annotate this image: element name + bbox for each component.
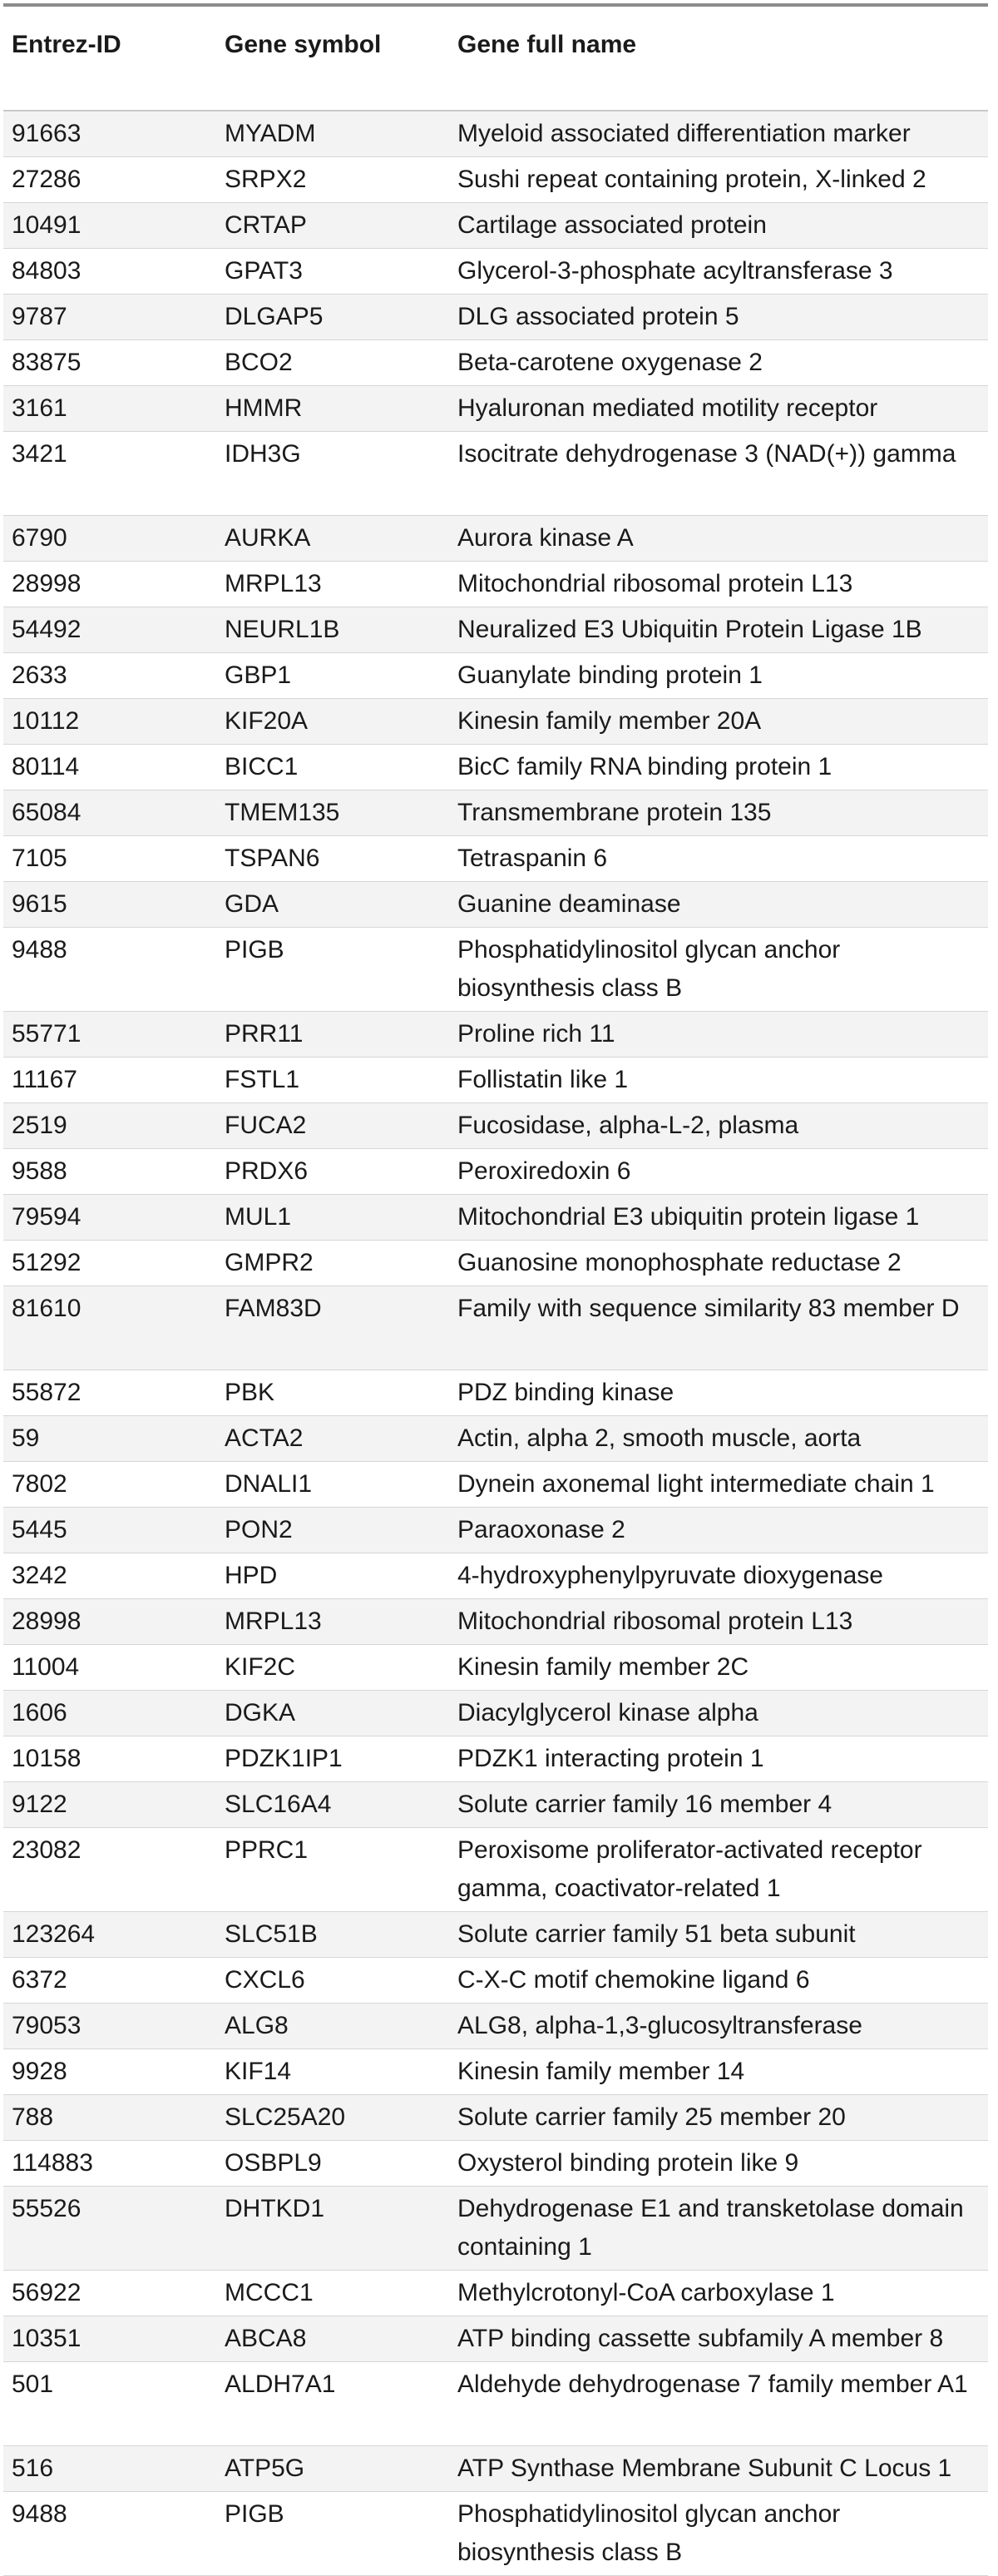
cell-gene-symbol: GBP1 xyxy=(225,661,292,689)
cell-gene-full-name: Methylcrotonyl-CoA carboxylase 1 xyxy=(457,2279,835,2306)
cell-entrez-id: 10491 xyxy=(12,211,82,239)
cell-gene-symbol: ALG8 xyxy=(225,2012,289,2039)
cell-gene-symbol: MUL1 xyxy=(225,1203,292,1231)
table-row xyxy=(3,2141,988,2187)
table-row xyxy=(3,111,988,157)
table-row xyxy=(3,2187,988,2271)
table-row xyxy=(3,1736,988,1782)
cell-gene-full-name: Cartilage associated protein xyxy=(457,211,767,239)
cell-gene-full-name: Mitochondrial ribosomal protein L13 xyxy=(457,570,853,597)
cell-gene-full-name: Peroxisome proliferator-activated receptor gamma, coactivator-related 1 xyxy=(457,1836,922,1902)
cell-gene-symbol: FSTL1 xyxy=(225,1066,300,1093)
cell-entrez-id: 788 xyxy=(12,2103,54,2131)
cell-entrez-id: 3161 xyxy=(12,394,67,422)
cell-gene-full-name: Tetraspanin 6 xyxy=(457,845,608,872)
table-row xyxy=(3,295,988,340)
cell-entrez-id: 9928 xyxy=(12,2058,67,2085)
cell-entrez-id: 56922 xyxy=(12,2279,82,2306)
cell-entrez-id: 55771 xyxy=(12,1020,82,1048)
table-row xyxy=(3,1195,988,1241)
table-row xyxy=(3,1012,988,1058)
cell-gene-full-name: Kinesin family member 20A xyxy=(457,707,762,735)
cell-gene-full-name: Beta-carotene oxygenase 2 xyxy=(457,349,763,376)
cell-entrez-id: 79053 xyxy=(12,2012,82,2039)
cell-gene-full-name: PDZK1 interacting protein 1 xyxy=(457,1745,764,1772)
cell-gene-full-name: Diacylglycerol kinase alpha xyxy=(457,1699,758,1726)
cell-gene-full-name: Phosphatidylinositol glycan anchor biosynthesis class B xyxy=(457,2500,841,2566)
cell-gene-symbol: TMEM135 xyxy=(225,799,340,826)
table-row xyxy=(3,745,988,790)
cell-gene-full-name: Aldehyde dehydrogenase 7 family member A1 xyxy=(457,2370,968,2398)
table-row xyxy=(3,2049,988,2095)
cell-gene-full-name: Aurora kinase A xyxy=(457,524,634,552)
table-row xyxy=(3,1241,988,1286)
cell-entrez-id: 114883 xyxy=(12,2149,93,2177)
cell-gene-full-name: Solute carrier family 25 member 20 xyxy=(457,2103,846,2131)
table-row xyxy=(3,1645,988,1691)
cell-entrez-id: 9122 xyxy=(12,1791,67,1818)
table-row xyxy=(3,516,988,562)
table-header xyxy=(3,7,988,111)
cell-gene-symbol: FUCA2 xyxy=(225,1112,307,1139)
gene-table xyxy=(3,3,988,2576)
cell-gene-symbol: ABCA8 xyxy=(225,2325,307,2352)
table-row xyxy=(3,699,988,745)
table-row xyxy=(3,928,988,1012)
table-row xyxy=(3,1103,988,1149)
cell-entrez-id: 28998 xyxy=(12,1608,82,1635)
cell-gene-full-name: Transmembrane protein 135 xyxy=(457,799,772,826)
cell-gene-full-name: Kinesin family member 14 xyxy=(457,2058,745,2085)
cell-gene-full-name: Solute carrier family 16 member 4 xyxy=(457,1791,832,1818)
cell-entrez-id: 9787 xyxy=(12,303,67,330)
cell-gene-symbol: BCO2 xyxy=(225,349,293,376)
cell-gene-full-name: BicC family RNA binding protein 1 xyxy=(457,753,832,780)
cell-gene-full-name: PDZ binding kinase xyxy=(457,1379,674,1406)
cell-gene-full-name: ALG8, alpha-1,3-glucosyltransferase xyxy=(457,2012,862,2039)
cell-entrez-id: 65084 xyxy=(12,799,82,826)
cell-gene-symbol: PPRC1 xyxy=(225,1836,309,1864)
cell-entrez-id: 11167 xyxy=(12,1066,77,1093)
cell-gene-symbol: DHTKD1 xyxy=(225,2195,325,2222)
cell-gene-full-name: Mitochondrial ribosomal protein L13 xyxy=(457,1608,853,1635)
cell-gene-symbol: ACTA2 xyxy=(225,1424,304,1452)
cell-gene-full-name: ATP Synthase Membrane Subunit C Locus 1 xyxy=(457,2455,952,2482)
cell-gene-symbol: IDH3G xyxy=(225,440,301,468)
table-row xyxy=(3,2271,988,2316)
cell-gene-full-name: Glycerol-3-phosphate acyltransferase 3 xyxy=(457,257,893,285)
table-row xyxy=(3,1286,988,1370)
table-row xyxy=(3,607,988,653)
cell-gene-symbol: PIGB xyxy=(225,936,284,964)
cell-gene-symbol: DNALI1 xyxy=(225,1470,313,1498)
cell-gene-full-name: Guanosine monophosphate reductase 2 xyxy=(457,1249,902,1276)
table-row xyxy=(3,432,988,516)
cell-gene-full-name: ATP binding cassette subfamily A member 8 xyxy=(457,2325,944,2352)
header-gene-full-name: Gene full name xyxy=(457,31,637,58)
cell-entrez-id: 9488 xyxy=(12,2500,67,2528)
cell-gene-full-name: Solute carrier family 51 beta subunit xyxy=(457,1920,856,1948)
cell-gene-full-name: Kinesin family member 2C xyxy=(457,1653,749,1681)
cell-entrez-id: 59 xyxy=(12,1424,40,1452)
cell-gene-symbol: KIF20A xyxy=(225,707,309,735)
cell-gene-symbol: BICC1 xyxy=(225,753,299,780)
table-row xyxy=(3,562,988,607)
cell-gene-full-name: Family with sequence similarity 83 member D xyxy=(457,1295,960,1322)
cell-entrez-id: 10158 xyxy=(12,1745,82,1772)
table-row xyxy=(3,1691,988,1736)
cell-gene-symbol: MRPL13 xyxy=(225,1608,322,1635)
cell-gene-symbol: TSPAN6 xyxy=(225,845,320,872)
cell-gene-symbol: GMPR2 xyxy=(225,1249,314,1276)
cell-gene-full-name: Proline rich 11 xyxy=(457,1020,615,1048)
table-row xyxy=(3,249,988,295)
header-gene-symbol: Gene symbol xyxy=(225,31,382,58)
cell-gene-full-name: Isocitrate dehydrogenase 3 (NAD(+)) gamma xyxy=(457,440,956,468)
cell-entrez-id: 6372 xyxy=(12,1966,67,1994)
cell-gene-full-name: C-X-C motif chemokine ligand 6 xyxy=(457,1966,810,1994)
cell-gene-symbol: PBK xyxy=(225,1379,275,1406)
table-row xyxy=(3,340,988,386)
cell-entrez-id: 23082 xyxy=(12,1836,82,1864)
cell-gene-full-name: Dehydrogenase E1 and transketolase domain containing 1 xyxy=(457,2195,964,2261)
cell-gene-symbol: SLC51B xyxy=(225,1920,318,1948)
table-row xyxy=(3,2362,988,2446)
table-row xyxy=(3,1828,988,1912)
cell-gene-symbol: GDA xyxy=(225,890,279,918)
cell-gene-full-name: 4-hydroxyphenylpyruvate dioxygenase xyxy=(457,1562,883,1589)
cell-gene-symbol: MCCC1 xyxy=(225,2279,314,2306)
cell-entrez-id: 2633 xyxy=(12,661,67,689)
cell-gene-symbol: SRPX2 xyxy=(225,166,307,193)
table-row xyxy=(3,157,988,203)
cell-entrez-id: 83875 xyxy=(12,349,82,376)
cell-gene-symbol: PIGB xyxy=(225,2500,284,2528)
cell-gene-symbol: PDZK1IP1 xyxy=(225,1745,343,1772)
cell-entrez-id: 55872 xyxy=(12,1379,82,1406)
cell-entrez-id: 2519 xyxy=(12,1112,67,1139)
cell-entrez-id: 10351 xyxy=(12,2325,82,2352)
cell-entrez-id: 6790 xyxy=(12,524,67,552)
cell-entrez-id: 3421 xyxy=(12,440,67,468)
cell-entrez-id: 11004 xyxy=(12,1653,80,1681)
cell-gene-symbol: KIF14 xyxy=(225,2058,292,2085)
cell-entrez-id: 27286 xyxy=(12,166,82,193)
table-row xyxy=(3,1370,988,1416)
table-row xyxy=(3,790,988,836)
cell-entrez-id: 10112 xyxy=(12,707,80,735)
table-row xyxy=(3,2446,988,2492)
cell-gene-full-name: Myeloid associated differentiation marker xyxy=(457,120,911,147)
cell-gene-full-name: Guanine deaminase xyxy=(457,890,681,918)
cell-entrez-id: 9488 xyxy=(12,936,67,964)
table-row xyxy=(3,2492,988,2576)
cell-entrez-id: 123264 xyxy=(12,1920,96,1948)
cell-entrez-id: 3242 xyxy=(12,1562,67,1589)
cell-entrez-id: 9615 xyxy=(12,890,67,918)
cell-gene-full-name: Oxysterol binding protein like 9 xyxy=(457,2149,799,2177)
cell-entrez-id: 55526 xyxy=(12,2195,82,2222)
cell-gene-full-name: Dynein axonemal light intermediate chain 1 xyxy=(457,1470,935,1498)
cell-entrez-id: 1606 xyxy=(12,1699,67,1726)
table-row xyxy=(3,1912,988,1958)
cell-gene-symbol: PRDX6 xyxy=(225,1157,309,1185)
table-row xyxy=(3,1508,988,1553)
table-row xyxy=(3,882,988,928)
table-row xyxy=(3,1149,988,1195)
cell-gene-symbol: CXCL6 xyxy=(225,1966,305,1994)
cell-gene-symbol: PRR11 xyxy=(225,1020,304,1048)
cell-entrez-id: 51292 xyxy=(12,1249,82,1276)
cell-gene-symbol: OSBPL9 xyxy=(225,2149,322,2177)
cell-gene-full-name: Hyaluronan mediated motility receptor xyxy=(457,394,878,422)
cell-gene-symbol: GPAT3 xyxy=(225,257,303,285)
cell-gene-symbol: MRPL13 xyxy=(225,570,322,597)
cell-gene-symbol: PON2 xyxy=(225,1516,293,1543)
cell-gene-full-name: Follistatin like 1 xyxy=(457,1066,629,1093)
table-row xyxy=(3,1416,988,1462)
table-row xyxy=(3,2095,988,2141)
cell-entrez-id: 80114 xyxy=(12,753,80,780)
cell-gene-symbol: NEURL1B xyxy=(225,616,340,643)
cell-entrez-id: 54492 xyxy=(12,616,82,643)
table-row xyxy=(3,1599,988,1645)
cell-entrez-id: 28998 xyxy=(12,570,82,597)
cell-gene-full-name: Guanylate binding protein 1 xyxy=(457,661,763,689)
cell-entrez-id: 5445 xyxy=(12,1516,67,1543)
cell-gene-symbol: ATP5G xyxy=(225,2455,305,2482)
table-row xyxy=(3,1058,988,1103)
cell-entrez-id: 84803 xyxy=(12,257,82,285)
cell-gene-full-name: Peroxiredoxin 6 xyxy=(457,1157,631,1185)
cell-gene-symbol: DGKA xyxy=(225,1699,296,1726)
cell-gene-symbol: MYADM xyxy=(225,120,316,147)
cell-gene-symbol: HMMR xyxy=(225,394,303,422)
cell-gene-full-name: DLG associated protein 5 xyxy=(457,303,739,330)
table-row xyxy=(3,2316,988,2362)
table-row xyxy=(3,1958,988,2004)
cell-gene-symbol: AURKA xyxy=(225,524,311,552)
cell-entrez-id: 9588 xyxy=(12,1157,67,1185)
cell-entrez-id: 501 xyxy=(12,2370,54,2398)
table-body xyxy=(3,111,988,2576)
cell-gene-full-name: Neuralized E3 Ubiquitin Protein Ligase 1B xyxy=(457,616,922,643)
header-entrez-id: Entrez-ID xyxy=(12,31,121,58)
cell-gene-symbol: SLC16A4 xyxy=(225,1791,332,1818)
cell-entrez-id: 7105 xyxy=(12,845,67,872)
cell-gene-full-name: Paraoxonase 2 xyxy=(457,1516,625,1543)
cell-gene-symbol: KIF2C xyxy=(225,1653,296,1681)
cell-gene-symbol: FAM83D xyxy=(225,1295,322,1322)
cell-gene-full-name: Sushi repeat containing protein, X-linked 2 xyxy=(457,166,926,193)
table-row xyxy=(3,1782,988,1828)
cell-gene-full-name: Fucosidase, alpha-L-2, plasma xyxy=(457,1112,799,1139)
cell-gene-full-name: Mitochondrial E3 ubiquitin protein ligase 1 xyxy=(457,1203,920,1231)
cell-gene-full-name: Actin, alpha 2, smooth muscle, aorta xyxy=(457,1424,862,1452)
cell-gene-symbol: ALDH7A1 xyxy=(225,2370,336,2398)
cell-gene-symbol: HPD xyxy=(225,1562,278,1589)
cell-gene-symbol: SLC25A20 xyxy=(225,2103,346,2131)
table-row xyxy=(3,836,988,882)
cell-entrez-id: 79594 xyxy=(12,1203,82,1231)
cell-entrez-id: 81610 xyxy=(12,1295,82,1322)
cell-gene-full-name: Phosphatidylinositol glycan anchor biosynthesis class B xyxy=(457,936,841,1002)
cell-entrez-id: 91663 xyxy=(12,120,82,147)
table-row xyxy=(3,386,988,432)
table-row xyxy=(3,203,988,249)
cell-gene-symbol: CRTAP xyxy=(225,211,307,239)
cell-entrez-id: 516 xyxy=(12,2455,54,2482)
cell-entrez-id: 7802 xyxy=(12,1470,67,1498)
table-row xyxy=(3,653,988,699)
table-row xyxy=(3,1462,988,1508)
table-row xyxy=(3,2004,988,2049)
table-row xyxy=(3,1553,988,1599)
cell-gene-symbol: DLGAP5 xyxy=(225,303,324,330)
